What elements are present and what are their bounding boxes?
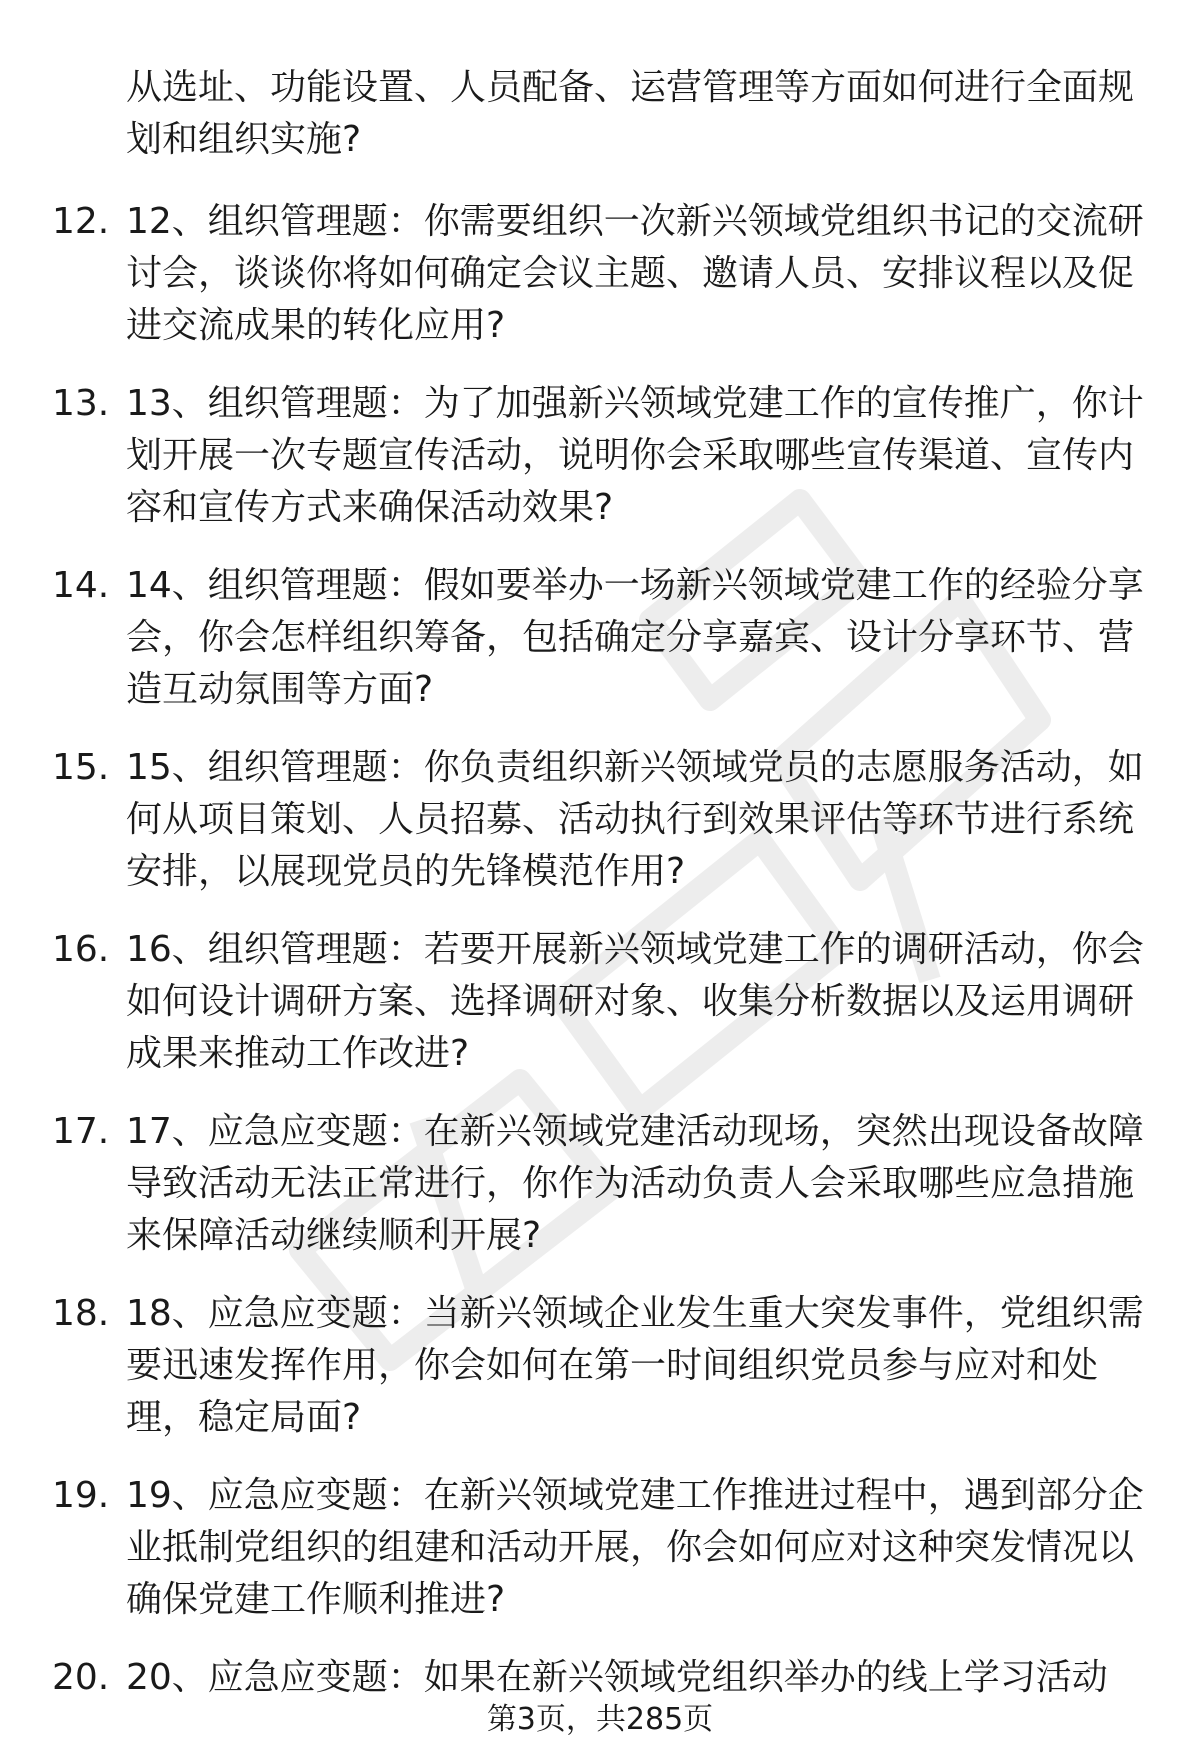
question-number: 18. (52, 1293, 110, 1334)
question-text: 17、应急应变题：在新兴领域党建活动现场，突然出现设备故障导致活动无法正常进行，你作为活动负责人会采取哪些应急措施来保障活动继续顺利开展? (126, 1111, 1144, 1256)
question-text: 19、应急应变题：在新兴领域党建工作推进过程中，遇到部分企业抵制党组织的组建和活动开展，你会如何应对这种突发情况以确保党建工作顺利推进? (126, 1475, 1144, 1620)
question-number: 17. (52, 1111, 110, 1152)
continuation-paragraph: 从选址、功能设置、人员配备、运营管理等方面如何进行全面规划和组织实施? (126, 67, 1135, 160)
question-item (0, 378, 1200, 534)
question-number: 13. (52, 383, 110, 424)
question-number: 15. (52, 747, 110, 788)
question-item (0, 1652, 1200, 1704)
question-text: 18、应急应变题：当新兴领域企业发生重大突发事件，党组织需要迅速发挥作用，你会如何在第一时间组织党员参与应对和处理，稳定局面? (126, 1293, 1144, 1438)
question-text: 15、组织管理题：你负责组织新兴领域党员的志愿服务活动，如何从项目策划、人员招募、活动执行到效果评估等环节进行系统安排，以展现党员的先锋模范作用? (126, 747, 1144, 892)
question-list (0, 196, 1200, 1730)
question-number: 20. (52, 1657, 110, 1698)
question-text: 14、组织管理题：假如要举办一场新兴领域党建工作的经验分享会，你会怎样组织筹备，包括确定分享嘉宾、设计分享环节、营造互动氛围等方面? (126, 565, 1144, 710)
page-footer: 第3页，共285页 (486, 1702, 714, 1737)
question-item (0, 742, 1200, 898)
question-text: 20、应急应变题：如果在新兴领域党组织举办的线上学习活动 (126, 1657, 1108, 1698)
question-text: 12、组织管理题：你需要组织一次新兴领域党组织书记的交流研讨会，谈谈你将如何确定会议主题、邀请人员、安排议程以及促进交流成果的转化应用? (126, 201, 1144, 346)
question-text: 13、组织管理题：为了加强新兴领域党建工作的宣传推广，你计划开展一次专题宣传活动，说明你会采取哪些宣传渠道、宣传内容和宣传方式来确保活动效果? (126, 383, 1144, 528)
question-item (0, 1106, 1200, 1262)
question-item (0, 1470, 1200, 1626)
question-number: 14. (52, 565, 110, 606)
question-item (0, 1288, 1200, 1444)
question-number: 16. (52, 929, 110, 970)
question-item (0, 924, 1200, 1080)
question-item (0, 196, 1200, 352)
question-text: 16、组织管理题：若要开展新兴领域党建工作的调研活动，你会如何设计调研方案、选择调研对象、收集分析数据以及运用调研成果来推动工作改进? (126, 929, 1144, 1074)
question-number: 19. (52, 1475, 110, 1516)
question-number: 12. (52, 201, 110, 242)
question-item (0, 560, 1200, 716)
